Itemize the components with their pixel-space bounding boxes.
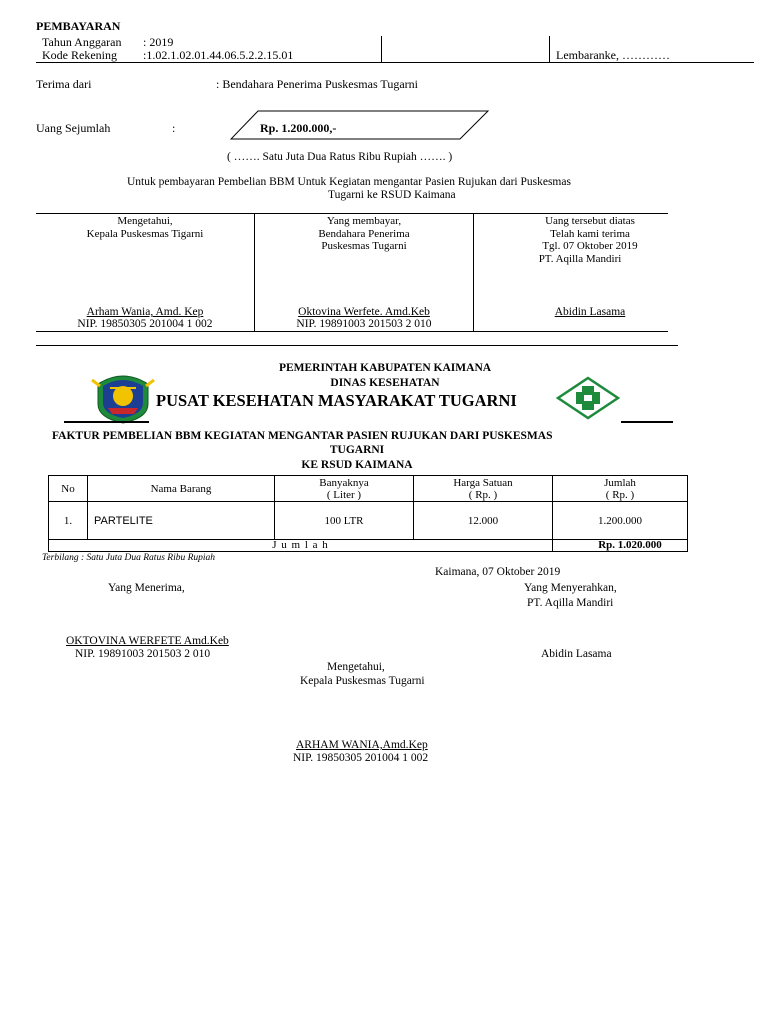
- doc-title: PEMBAYARAN: [36, 19, 121, 33]
- faktur-terbilang: Terbilang : Satu Juta Dua Ratus Ribu Rupiah: [42, 553, 216, 563]
- row-jumlah: 1.200.000: [553, 502, 688, 540]
- header-banyak-2: ( Liter ): [326, 488, 362, 501]
- header-banyak-1: Banyaknya: [319, 476, 369, 489]
- mengetahui-label: Mengetahui,: [327, 661, 385, 673]
- sig-3-name: Abidin Lasama: [554, 306, 626, 318]
- kop-line-2: DINAS KESEHATAN: [330, 377, 440, 389]
- total-value: Rp. 1.020.000: [553, 540, 688, 552]
- header-nama: Nama Barang: [88, 476, 275, 502]
- terima-label: Terima dari: [36, 77, 92, 91]
- header-jumlah: [553, 476, 688, 502]
- header-harga: [414, 476, 553, 502]
- yang-menerima: Yang Menerima,: [108, 582, 185, 594]
- amount-terbilang: ( ……. Satu Juta Dua Ratus Ribu Rupiah ……. ): [227, 151, 453, 163]
- kop-line-3: PUSAT KESEHATAN MASYARAKAT TUGARNI: [156, 391, 517, 410]
- sig-col-penerima: [490, 215, 690, 265]
- sig-3-line2: Telah kami terima: [550, 227, 630, 240]
- purpose-line-2: Tugarni ke RSUD Kaimana: [328, 189, 456, 201]
- row-no: 1.: [49, 502, 88, 540]
- header-no: No: [49, 476, 88, 502]
- row-nama: PARTELITE: [88, 502, 275, 540]
- sig-3-line4: PT. Aqilla Mandiri: [538, 252, 622, 265]
- receiver-name: OKTOVINA WERFETE Amd.Keb: [66, 635, 229, 647]
- place-date: Kaimana, 07 Oktober 2019: [435, 566, 561, 578]
- tahun-value: : 2019: [143, 35, 174, 49]
- sig-table-top: [36, 213, 668, 214]
- uang-label: Uang Sejumlah: [36, 121, 111, 135]
- header-divider-1: [381, 36, 382, 62]
- faktur-title-1: FAKTUR PEMBELIAN BBM KEGIATAN MENGANTAR PASIEN RUJUKAN DARI PUSKESMAS: [52, 430, 553, 442]
- items-table: [48, 475, 688, 552]
- kaimana-crest-icon: [90, 370, 156, 424]
- sig-2-line2: Bendahara Penerima: [318, 227, 410, 240]
- sig-2-nip: NIP. 19891003 201503 2 010: [296, 318, 432, 330]
- sig-divider-1: [254, 213, 255, 331]
- section-separator: [36, 345, 678, 346]
- faktur-title-3: KE RSUD KAIMANA: [301, 459, 413, 471]
- head-name: ARHAM WANIA,Amd.Kep: [296, 739, 428, 751]
- kepala-label: Kepala Puskesmas Tugarni: [300, 675, 425, 687]
- purpose-line-1: Untuk pembayaran Pembelian BBM Untuk Kegiatan mengantar Pasien Rujukan dari Puskesmas: [127, 176, 571, 188]
- kop-rule-left: [64, 421, 149, 423]
- kop-rule-right: [621, 421, 673, 423]
- puskesmas-cross-icon: [555, 376, 621, 420]
- sig-2-line1: Yang membayar,: [326, 215, 402, 227]
- row-harga: 12.000: [414, 502, 553, 540]
- lembar-label: Lembaranke, …………: [556, 48, 670, 62]
- terima-value: : Bendahara Penerima Puskesmas Tugarni: [216, 77, 418, 91]
- sig-3-line3: Tgl. 07 Oktober 2019: [542, 240, 638, 252]
- row-banyak: 100 LTR: [275, 502, 414, 540]
- header-rule: [36, 62, 754, 63]
- company-name: PT. Aqilla Mandiri: [527, 597, 614, 609]
- tahun-label: Tahun Anggaran: [42, 35, 122, 49]
- sig-table-bottom: [36, 331, 668, 332]
- table-row: [49, 502, 688, 540]
- sig-1-name: Arham Wania, Amd. Kep: [86, 306, 204, 318]
- yang-menyerahkan: Yang Menyerahkan,: [524, 582, 617, 594]
- header-harga-2: ( Rp. ): [468, 488, 498, 501]
- giver-name: Abidin Lasama: [541, 648, 612, 660]
- faktur-title-2: TUGARNI: [329, 444, 385, 456]
- uang-colon: :: [172, 121, 176, 135]
- sig-1-nip: NIP. 19850305 201004 1 002: [77, 318, 213, 330]
- header-jumlah-2: ( Rp. ): [605, 488, 635, 501]
- sig-3-line1: Uang tersebut diatas: [545, 215, 635, 227]
- items-header-row: [49, 476, 688, 502]
- head-nip: NIP. 19850305 201004 1 002: [293, 752, 429, 764]
- sig-2-line3: Puskesmas Tugarni: [321, 240, 407, 252]
- sig-1-line1: Mengetahui,: [117, 215, 173, 227]
- kode-label: Kode Rekening: [42, 48, 117, 62]
- total-row: [49, 540, 688, 552]
- header-jumlah-1: Jumlah: [604, 476, 636, 489]
- sig-2-name: Oktovina Werfete. Amd.Keb: [298, 306, 430, 318]
- sig-col-membayar: [258, 215, 470, 253]
- kode-value: :1.02.1.02.01.44.06.5.2.2.15.01: [143, 48, 294, 62]
- total-label: J u m l a h: [49, 540, 553, 552]
- receiver-nip: NIP. 19891003 201503 2 010: [75, 648, 211, 660]
- header-divider-2: [549, 36, 550, 62]
- sig-1-line2: Kepala Puskesmas Tigarni: [86, 227, 204, 240]
- sig-col-mengetahui: [40, 215, 250, 240]
- sig-divider-2: [473, 213, 474, 331]
- amount-value: Rp. 1.200.000,-: [260, 121, 337, 135]
- kop-line-1: PEMERINTAH KABUPATEN KAIMANA: [278, 362, 492, 374]
- header-harga-1: Harga Satuan: [453, 476, 513, 489]
- header-banyak: [275, 476, 414, 502]
